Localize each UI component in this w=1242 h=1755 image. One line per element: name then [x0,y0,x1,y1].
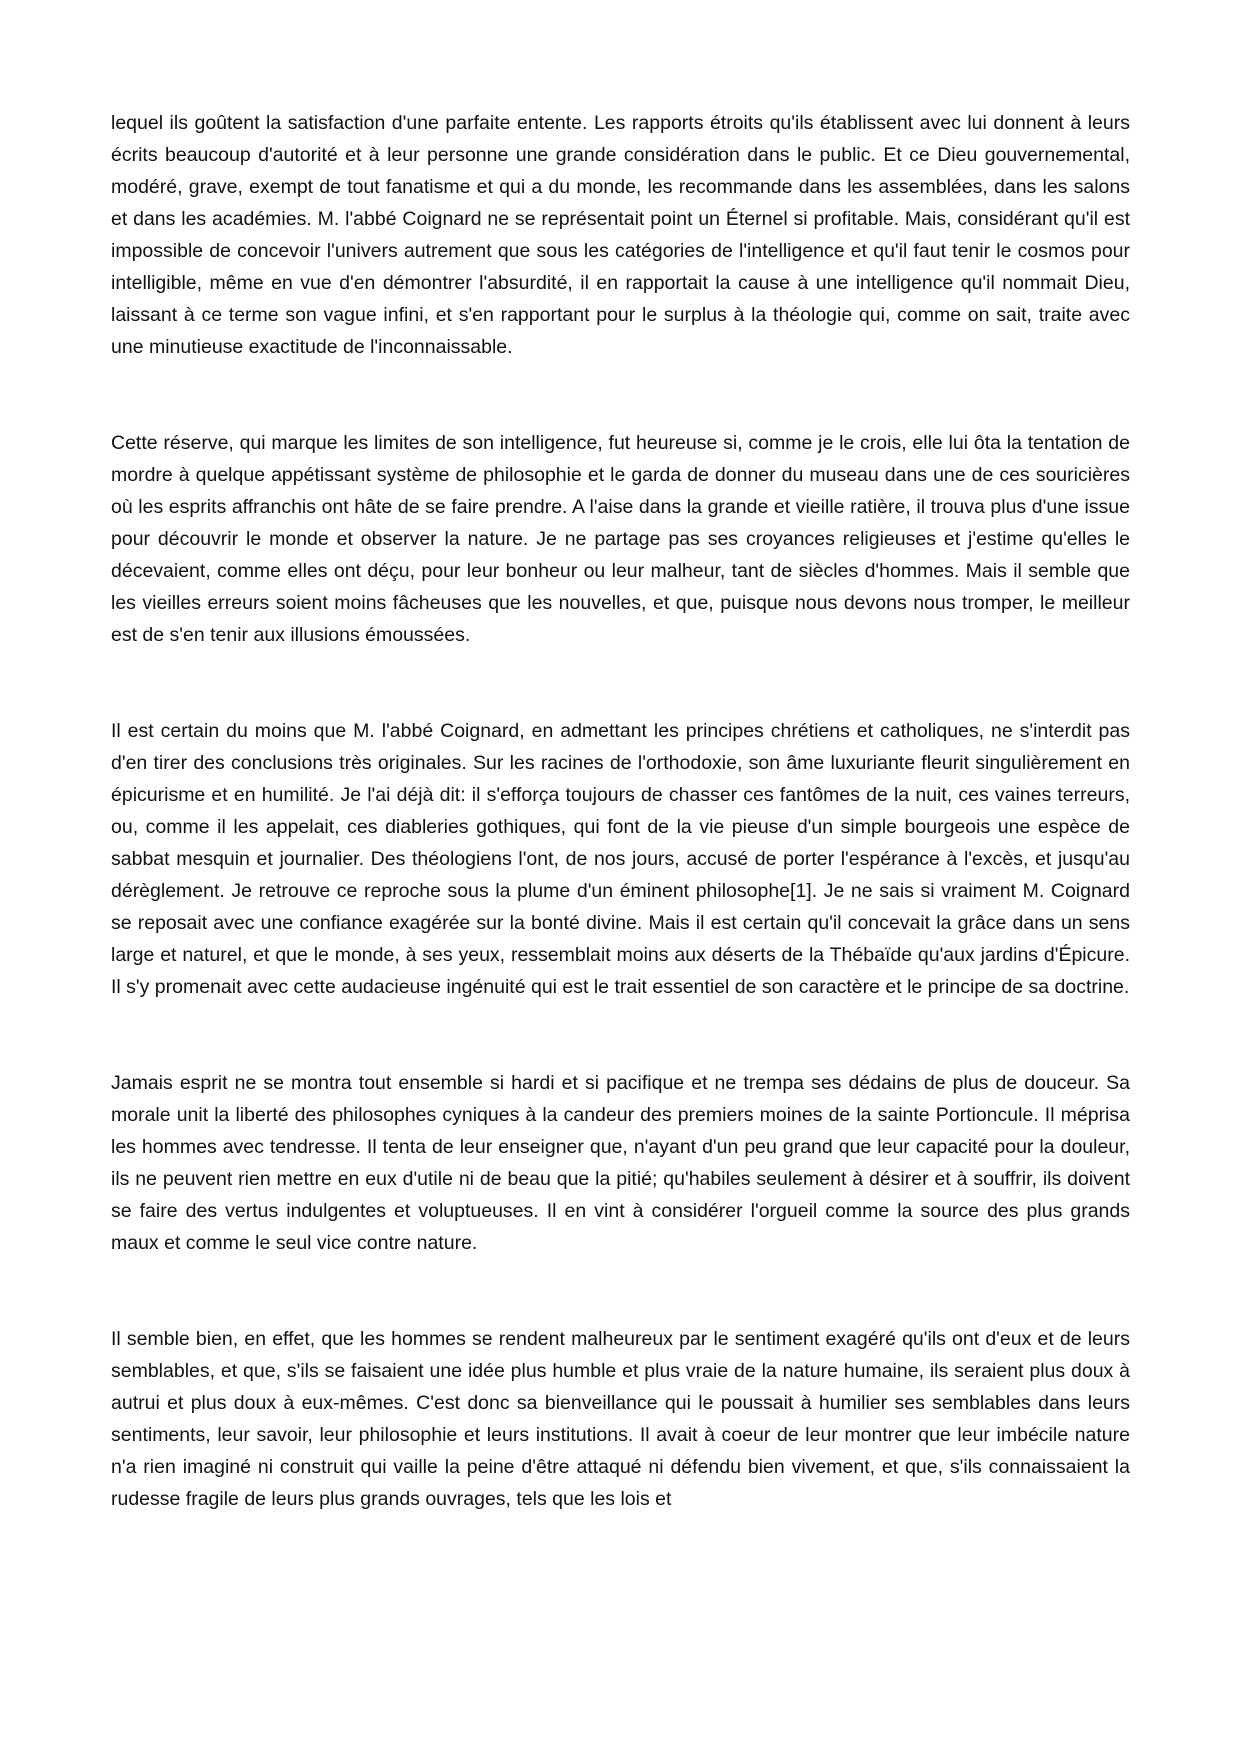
document-page [111,107,1130,1515]
paragraph-1: lequel ils goûtent la satisfaction d'une parfaite entente. Les rapports étroits qu'ils établissent avec lui donnent à leurs écrits beaucoup d'autorité et à leur personne une grande considération dans le public. Et ce Dieu gouvernemental, modéré, grave, exempt de tout fanatisme et qui a du monde, les recommande dans les assemblées, dans les salons et dans les académies. M. l'abbé Coignard ne se représentait point un Éternel si profitable. Mais, considérant qu'il est impossible de concevoir l'univers autrement que sous les catégories de l'intelligence et qu'il faut tenir le cosmos pour intelligible, même en vue d'en démontrer l'absurdité, il en rapportait la cause à une intelligence qu'il nommait Dieu, laissant à ce terme son vague infini, et s'en rapportant pour le surplus à la théologie qui, comme on sait, traite avec une minutieuse exactitude de l'inconnaissable. [111,112,1130,358]
paragraph-2: Cette réserve, qui marque les limites de son intelligence, fut heureuse si, comme je le crois, elle lui ôta la tentation de mordre à quelque appétissant système de philosophie et le garda de donner du museau dans une de ces souricières où les esprits affranchis ont hâte de se faire prendre. A l'aise dans la grande et vieille ratière, il trouva plus d'une issue pour découvrir le monde et observer la nature. Je ne partage pas ses croyances religieuses et j'estime qu'elles le décevaient, comme elles ont déçu, pour leur bonheur ou leur malheur, tant de siècles d'hommes. Mais il semble que les vieilles erreurs soient moins fâcheuses que les nouvelles, et que, puisque nous devons nous tromper, le meilleur est de s'en tenir aux illusions émoussées. [111,432,1130,646]
paragraph-4: Jamais esprit ne se montra tout ensemble si hardi et si pacifique et ne trempa ses dédains de plus de douceur. Sa morale unit la liberté des philosophes cyniques à la candeur des premiers moines de la sainte Portioncule. Il méprisa les hommes avec tendresse. Il tenta de leur enseigner que, n'ayant d'un peu grand que leur capacité pour la douleur, ils ne peuvent rien mettre en eux d'utile ni de beau que la pitié; qu'habiles seulement à désirer et à souffrir, ils doivent se faire des vertus indulgentes et voluptueuses. Il en vint à considérer l'orgueil comme la source des plus grands maux et comme le seul vice contre nature. [111,1072,1130,1254]
paragraph-5: Il semble bien, en effet, que les hommes se rendent malheureux par le sentiment exagéré qu'ils ont d'eux et de leurs semblables, et que, s'ils se faisaient une idée plus humble et plus vraie de la nature humaine, ils seraient plus doux à autrui et plus doux à eux-mêmes. C'est donc sa bienveillance qui le poussait à humilier ses semblables dans leurs sentiments, leur savoir, leur philosophie et leurs institutions. Il avait à coeur de leur montrer que leur imbécile nature n'a rien imaginé ni construit qui vaille la peine d'être attaqué ni défendu bien vivement, et que, s'ils connaissaient la rudesse fragile de leurs plus grands ouvrages, tels que les lois et [111,1328,1130,1510]
paragraph-3: Il est certain du moins que M. l'abbé Coignard, en admettant les principes chrétiens et catholiques, ne s'interdit pas d'en tirer des conclusions très originales. Sur les racines de l'orthodoxie, son âme luxuriante fleurit singulièrement en épicurisme et en humilité. Je l'ai déjà dit: il s'efforça toujours de chasser ces fantômes de la nuit, ces vaines terreurs, ou, comme il les appelait, ces diableries gothiques, qui font de la vie pieuse d'un simple bourgeois une espèce de sabbat mesquin et journalier. Des théologiens l'ont, de nos jours, accusé de porter l'espérance à l'excès, et jusqu'au dérèglement. Je retrouve ce reproche sous la plume d'un éminent philosophe[1]. Je ne sais si vraiment M. Coignard se reposait avec une confiance exagérée sur la bonté divine. Mais il est certain qu'il concevait la grâce dans un sens large et naturel, et que le monde, à ses yeux, ressemblait moins aux déserts de la Thébaïde qu'aux jardins d'Épicure. Il s'y promenait avec cette audacieuse ingénuité qui est le trait essentiel de son caractère et le principe de sa doctrine. [111,720,1130,998]
